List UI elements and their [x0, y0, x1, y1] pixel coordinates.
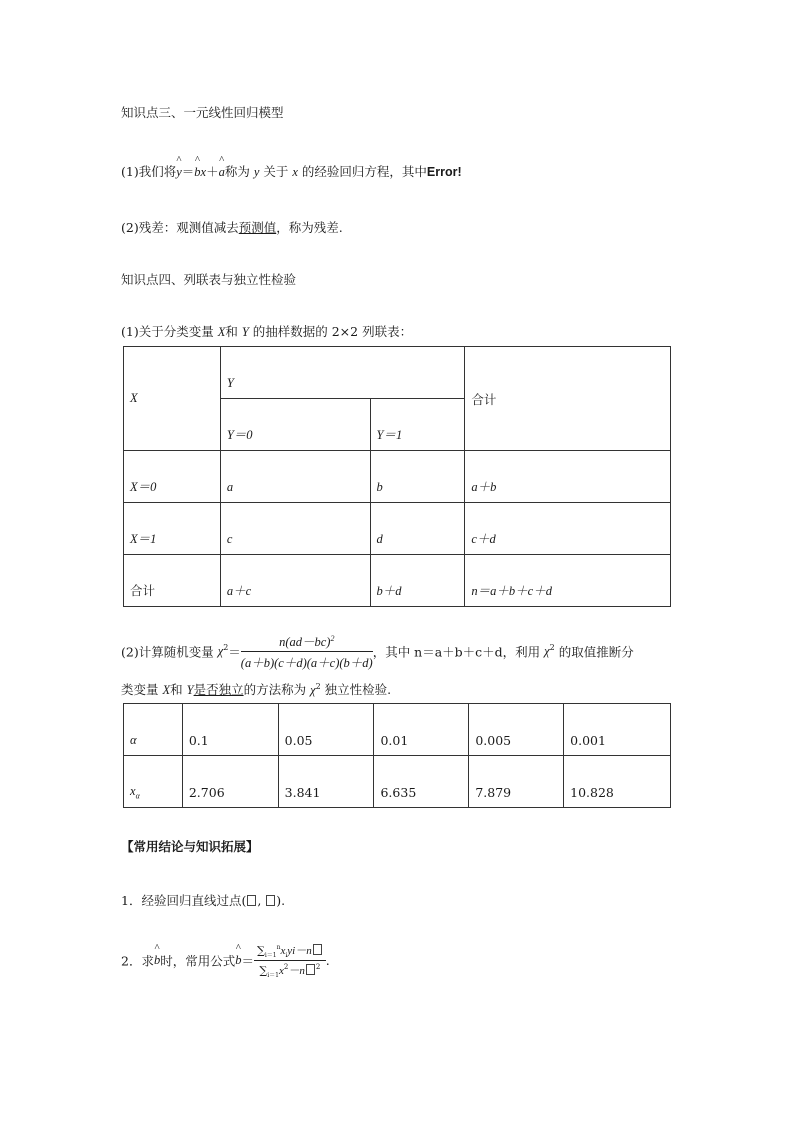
- cell: 0.05: [278, 704, 374, 756]
- b-hat-2: ^ b: [235, 953, 241, 968]
- regression-equation-line: [121, 162, 462, 180]
- chi-exp: 2: [315, 682, 321, 691]
- Y-var: Y: [241, 325, 249, 339]
- line5-suffix: 独立性检验.: [320, 682, 392, 697]
- cell: c: [220, 503, 370, 555]
- xy-bar-placeholder-icon: [313, 944, 322, 955]
- plus: ＋: [206, 164, 219, 179]
- item2-mid: 时，常用公式: [160, 953, 236, 969]
- sum-icon: ∑: [256, 944, 265, 957]
- equals: ＝: [228, 644, 241, 660]
- header-Y: Y: [220, 347, 465, 399]
- section3-heading: 知识点三、一元线性回归模型: [121, 105, 284, 120]
- item1-prefix: 1．经验回归直线过点(: [121, 893, 247, 908]
- contingency-table: [123, 346, 671, 607]
- item2-end: .: [325, 953, 330, 969]
- critical-value-table: [123, 703, 671, 808]
- item1-comma: ,: [257, 893, 266, 908]
- line1-mid: 称为: [224, 164, 254, 179]
- x-sub: i: [285, 952, 288, 960]
- x-exp: 2: [283, 963, 289, 972]
- line4-prefix: (2)计算随机变量: [121, 644, 218, 660]
- line5-text2: 和: [170, 682, 187, 697]
- line1-mid3: 的经验回归方程，其中: [297, 164, 427, 179]
- conclusion-item-2: [121, 942, 330, 979]
- cell: 10.828: [564, 756, 671, 808]
- chi-symbol: χ: [310, 683, 316, 697]
- cell: a＋b: [465, 451, 671, 503]
- x-term-2: x: [279, 965, 284, 978]
- cell: c＋d: [465, 503, 671, 555]
- alpha-label: α: [124, 704, 183, 756]
- cell: 0.01: [374, 704, 469, 756]
- cell: 3.841: [278, 756, 374, 808]
- line2-prefix: (2)残差：观测值减去: [121, 220, 239, 235]
- X-var: X: [162, 683, 171, 697]
- X-var: X: [217, 325, 226, 339]
- line5-text3: 的方法称为: [243, 682, 311, 697]
- cell: a: [220, 451, 370, 503]
- independence-test-line: [121, 680, 391, 698]
- equals: ＝: [241, 953, 254, 969]
- sum-icon-2: ∑: [259, 964, 268, 978]
- x-symbol: x: [130, 783, 136, 798]
- chi-square-formula-line: [121, 632, 634, 671]
- b-hat: ^ b: [154, 953, 160, 968]
- table-row: [124, 555, 671, 607]
- b-hat: ^ b: [194, 165, 200, 180]
- header-total: 合计: [465, 347, 671, 451]
- conclusion-item-1: [121, 891, 285, 909]
- cell: b: [370, 451, 465, 503]
- denominator: (a＋b)(c＋d)(a＋c)(b＋d): [240, 656, 373, 670]
- cell: 0.1: [182, 704, 278, 756]
- section4-heading: 知识点四、列联表与独立性检验: [121, 272, 297, 287]
- table-row: [124, 451, 671, 503]
- cell: 2.706: [182, 756, 278, 808]
- cell: d: [370, 503, 465, 555]
- header-X: X: [124, 347, 221, 451]
- chi-symbol: χ: [217, 644, 224, 658]
- line3-text3: 的抽样数据的 2×2 列联表：: [248, 324, 413, 339]
- line5-text1: 类变量: [121, 682, 163, 697]
- contingency-intro: [121, 322, 412, 340]
- alpha-sub: α: [135, 791, 140, 800]
- predicted-value: 预测值: [238, 220, 277, 235]
- header-Y1: Y＝1: [370, 399, 465, 451]
- table-row: [124, 503, 671, 555]
- y-var: y: [253, 165, 260, 179]
- conclusions-heading: 【常用结论与知识拓展】: [121, 839, 259, 854]
- table-row: [124, 704, 671, 756]
- numerator: n(ad－bc): [279, 635, 331, 649]
- line4-mid: ，其中 n＝a＋b＋c＋d，利用: [372, 644, 545, 660]
- Y-var: Y: [186, 683, 194, 697]
- cell: 0.001: [564, 704, 671, 756]
- item2-prefix: 2．求: [121, 953, 154, 969]
- whether-independent: 是否独立: [193, 682, 244, 697]
- row-label: X＝1: [124, 503, 221, 555]
- cell: 6.635: [374, 756, 469, 808]
- cell: n＝a＋b＋c＋d: [465, 555, 671, 607]
- num-minus: i－n: [292, 945, 312, 957]
- x-alpha-label: [124, 756, 183, 808]
- equals: ＝: [181, 164, 195, 179]
- line3-text1: (1)关于分类变量: [121, 324, 218, 339]
- y-hat: ^ y: [176, 165, 182, 180]
- numerator-exp: 2: [330, 634, 335, 643]
- error-text: Error!: [426, 165, 462, 179]
- header-Y0: Y＝0: [220, 399, 370, 451]
- row-label: 合计: [124, 555, 221, 607]
- cell: a＋c: [220, 555, 370, 607]
- line2-suffix: ，称为残差.: [276, 220, 343, 235]
- chi-exp: 2: [223, 643, 229, 652]
- chi-exp-2: 2: [549, 643, 555, 652]
- x-var: x: [200, 165, 207, 179]
- den-minus: －n: [288, 965, 305, 978]
- x-bar-exp: 2: [315, 963, 321, 972]
- a-hat: ^ a: [219, 165, 225, 180]
- row-label: X＝0: [124, 451, 221, 503]
- line1-mid2: 关于: [259, 164, 293, 179]
- item1-suffix: ).: [276, 893, 286, 908]
- chi-symbol-2: χ: [544, 644, 550, 658]
- sum-range-2: i＝1: [267, 972, 279, 980]
- chi-square-fraction: [241, 632, 373, 671]
- cell: b＋d: [370, 555, 465, 607]
- line3-text2: 和: [225, 324, 242, 339]
- y-term: y: [287, 945, 293, 957]
- x-bar-placeholder-icon-2: [306, 964, 315, 975]
- line1-prefix: (1)我们将: [121, 164, 177, 179]
- slope-formula-fraction: [254, 942, 326, 979]
- x-term: x: [280, 945, 286, 957]
- sum-upper: n: [276, 944, 281, 951]
- y-bar-placeholder-icon: [266, 895, 275, 906]
- x-var-2: x: [292, 165, 298, 179]
- cell: 7.879: [469, 756, 564, 808]
- line4-suffix: 的取值推断分: [554, 644, 634, 660]
- cell: 0.005: [469, 704, 564, 756]
- table-row: [124, 756, 671, 808]
- sum-range: i＝1: [264, 952, 277, 960]
- residual-line: [121, 218, 343, 236]
- x-bar-placeholder-icon: [247, 895, 256, 906]
